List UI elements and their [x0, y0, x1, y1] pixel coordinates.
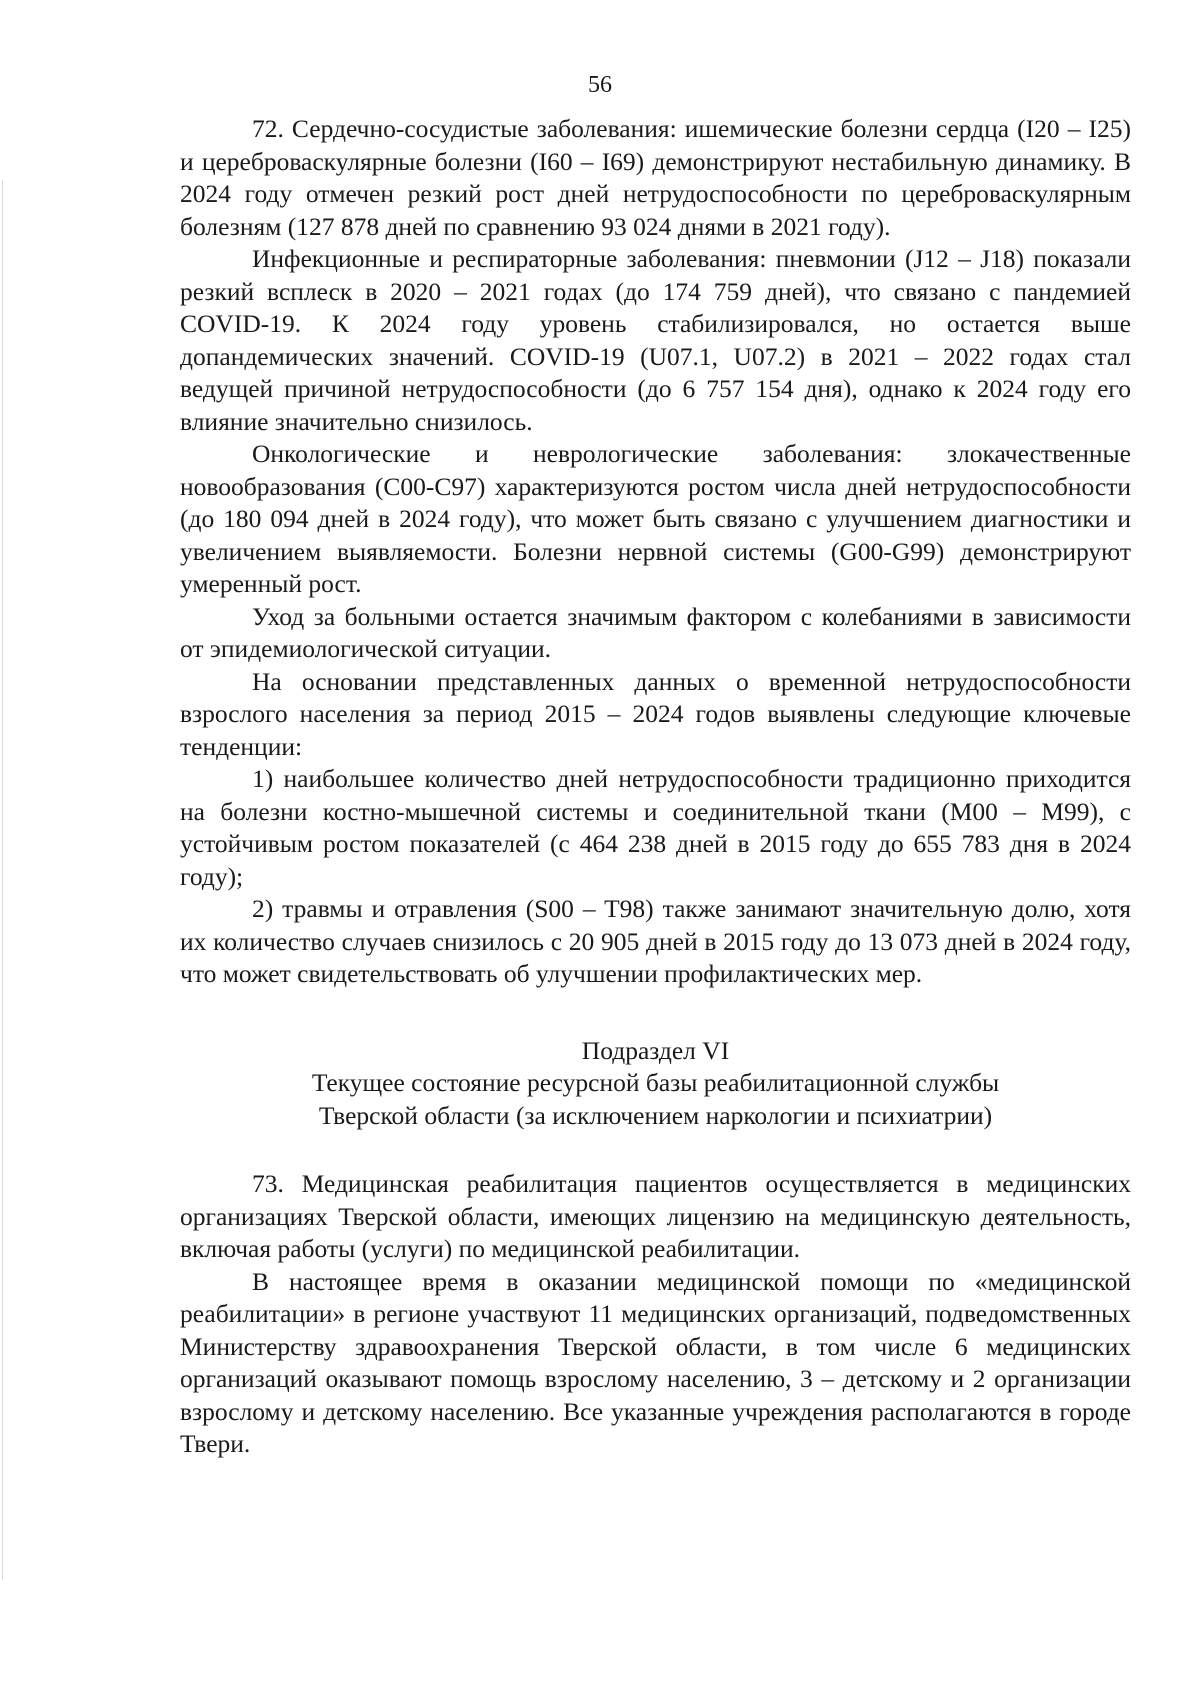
page-number: 56	[588, 72, 612, 98]
paragraph-oncology: Онкологические и неврологические заболевания: злокачественные новообразования (C00-C97) характеризуются ростом числа дней нетрудоспособности (до 180 094 дней в 2024 году), что может быть связано с улучшением диагностики и увеличением выявляемости. Болезни нервной системы (G00-G99) демонстрируют умеренный рост.	[180, 439, 1131, 598]
paragraph-rehabilitation: 73. Медицинская реабилитация пациентов осуществляется в медицинских организациях Тверской области, имеющих лицензию на медицинскую деятельность, включая работы (услуги) по медицинской реабилитации.	[180, 1169, 1131, 1263]
paragraph-cardiovascular: 72. Сердечно-сосудистые заболевания: ишемические болезни сердца (I20 – I25) и цереброваскулярные болезни (I60 – I69) демонстрируют нестабильную динамику. В 2024 году отмечен резкий рост дней нетрудоспособности по цереброваскулярным болезням (127 878 дней по сравнению 93 024 днями в 2021 году).	[180, 114, 1131, 241]
paragraph-organizations: В настоящее время в оказании медицинской помощи по «медицинской реабилитации» в регионе участвуют 11 медицинских организаций, подведомственных Министерству здравоохранения Тверской области, в том числе 6 медицинских организаций оказывают помощь взрослому населению, 3 – детскому и 2 организации взрослому и детскому населению. Все указанные учреждения располагаются в городе Твери.	[180, 1266, 1131, 1458]
paragraph-trend-1: 1) наибольшее количество дней нетрудоспособности традиционно приходится на болезни костно-мышечной системы и соединительной ткани (M00 – M99), с устойчивым ростом показателей (с 464 238 дней в 2015 году до 655 783 дня в 2024 году);	[180, 764, 1131, 891]
subsection-name-line-1: Текущее состояние ресурсной базы реабилитационной службы	[311, 1068, 1000, 1097]
subsection-name-line-2: Тверской области (за исключением наркологии и психиатрии)	[318, 1100, 993, 1130]
paragraph-trends-intro: На основании представленных данных о временной нетрудоспособности взрослого населения за период 2015 – 2024 годов выявлены следующие ключевые тенденции:	[180, 666, 1131, 761]
paragraph-infectious: Инфекционные и респираторные заболевания: пневмонии (J12 – J18) показали резкий всплеск в 2020 – 2021 годах (до 174 759 дней), что связано с пандемией COVID-19. К 2024 году уровень стабилизировался, но остается выше допандемических значений. COVID-19 (U07.1, U07.2) в 2021 – 2022 годах стал ведущей причиной нетрудоспособности (до 6 757 154 дня), однако к 2024 году его влияние значительно снизилось.	[180, 244, 1131, 436]
paragraph-care: Уход за больными остается значимым фактором с колебаниями в зависимости от эпидемиологической ситуации.	[180, 601, 1131, 663]
scan-edge-line	[2, 180, 3, 1580]
paragraph-trend-2: 2) травмы и отравления (S00 – T98) также занимают значительную долю, хотя их количество случаев снизилось с 20 905 дней в 2015 году до 13 073 дней в 2024 году, что может свидетельствовать об улучшении профилактических мер.	[180, 894, 1131, 988]
document-body	[180, 113, 1131, 1461]
subsection-title: Подраздел VI	[581, 1035, 730, 1065]
